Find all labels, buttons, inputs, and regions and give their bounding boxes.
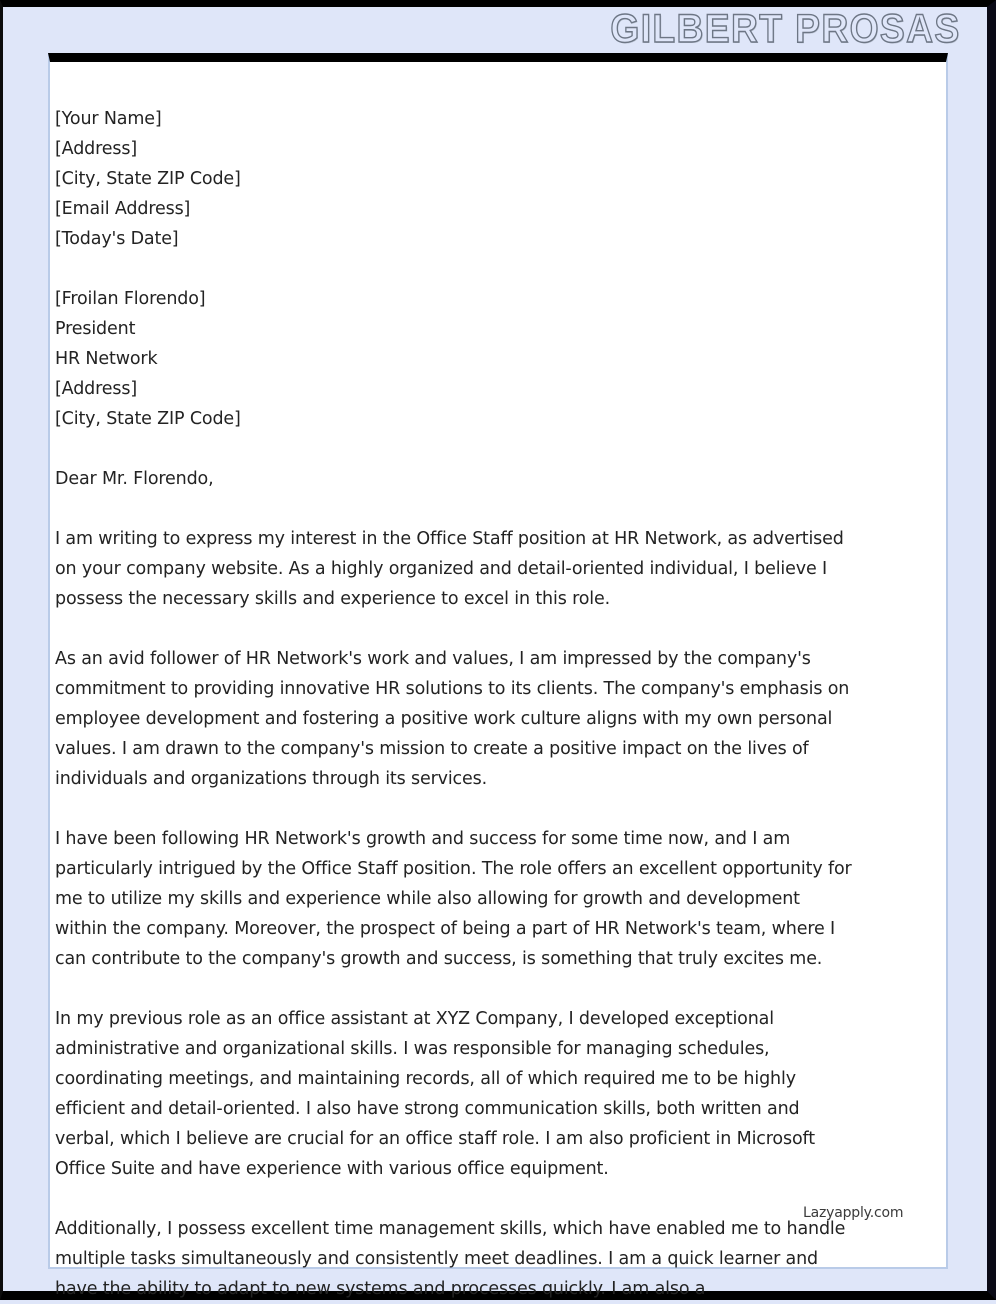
letterhead-band [3,7,987,53]
sender-line: [Address] [55,139,137,159]
sender-line: [Today's Date] [55,229,179,249]
recipient-line: [City, State ZIP Code] [55,409,241,429]
spacer [55,254,855,284]
sender-line: [Your Name] [55,109,162,129]
letter-paragraph: In my previous role as an office assistant at XYZ Company, I developed exceptional administrative and organizational skills. I was responsible for managing schedules, coordinating meetings, and maintaining records, all of which required me to be highly efficient and detail-oriented. I also have strong communication skills, both written and verbal, which I believe are crucial for an office staff role. I am also proficient in Microsoft Office Suite and have experience with various office equipment. [55,1009,815,1179]
recipient-line: [Froilan Florendo] [55,289,206,309]
recipient-address-block [55,284,855,434]
page-title: GILBERT PROSAS [610,7,961,51]
spacer [55,494,855,524]
sender-line: [City, State ZIP Code] [55,169,241,189]
spacer [55,434,855,464]
letter-paragraph: I have been following HR Network's growth and success for some time now, and I am particularly intrigued by the Office Staff position. The role offers an excellent opportunity for me to utilize my skills and experience while also allowing for growth and development within the company. Moreover, the prospect of being a part of HR Network's team, where I can contribute to the company's growth and success, is something that truly excites me. [55,829,852,969]
letter-paragraph: As an avid follower of HR Network's work and values, I am impressed by the company's commitment to providing innovative HR solutions to its clients. The company's emphasis on employee development and fostering a positive work culture aligns with my own personal values. I am drawn to the company's mission to create a positive impact on the lives of individuals and organizations through its services. [55,649,850,789]
sender-line: [Email Address] [55,199,191,219]
sender-address-block [55,104,855,254]
letter-paragraph: Additionally, I possess excellent time management skills, which have enabled me to handle multiple tasks simultaneously and consistently meet deadlines. I am a quick learner and have the ability to adapt to new systems and processes quickly. I am also a [55,1219,846,1299]
recipient-line: HR Network [55,349,158,369]
recipient-line: President [55,319,136,339]
salutation: Dear Mr. Florendo, [55,469,214,489]
watermark-label: Lazyapply.com [803,1205,904,1221]
letter-body [55,104,855,1304]
letter-paragraph: I am writing to express my interest in the Office Staff position at HR Network, as advertised on your company website. As a highly organized and detail-oriented individual, I believe I possess the necessary skills and experience to excel in this role. [55,529,844,609]
recipient-line: [Address] [55,379,137,399]
